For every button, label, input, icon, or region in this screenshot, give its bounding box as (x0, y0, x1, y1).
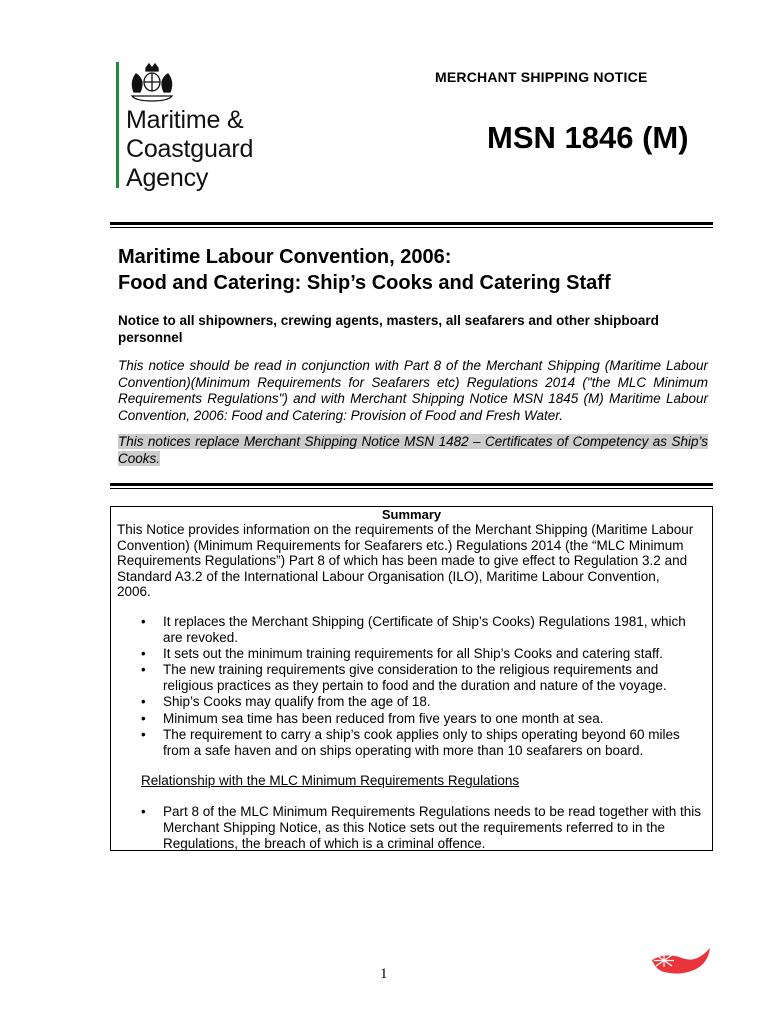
list-item-text: Ship’s Cooks may qualify from the age of 18. (163, 694, 431, 710)
list-item-text: The new training requirements give consideration to the religious requirements and religious practices as they pertain to food and the duration and nature of the voyage. (163, 662, 667, 694)
notice-number: MSN 1846 (M) (487, 120, 689, 155)
bullet-icon: • (141, 804, 146, 819)
agency-name-line: Agency (126, 164, 209, 192)
relationship-bullet-list (111, 804, 711, 851)
bullet-icon: • (141, 710, 146, 726)
summary-box (110, 506, 713, 851)
agency-name-line: Coastguard (126, 135, 254, 163)
bullet-icon: • (141, 727, 146, 743)
bullet-icon: • (141, 646, 146, 662)
list-item (111, 614, 711, 646)
list-item (111, 804, 711, 851)
list-item-text: The requirement to carry a ship’s cook applies only to ships operating beyond 60 miles from a safe haven and on ships operating with more than 10 seafarers on board. (163, 727, 680, 758)
list-item (111, 711, 711, 727)
summary-title: Summary (381, 507, 442, 522)
title-line: Maritime Labour Convention, 2006: (118, 246, 452, 268)
royal-crest-icon (126, 62, 178, 104)
agency-name-line: Maritime & (126, 106, 244, 134)
list-item-text: It sets out the minimum training requirements for all Ship’s Cooks and catering staff. (163, 646, 663, 662)
list-item (111, 662, 711, 694)
intro-paragraph: This notice should be read in conjunction with Part 8 of the Merchant Shipping (Maritime Labour Convention)(Minimum Requirements for Seafarers etc) Regulations 2014 ("the MLC Minimum Requirements Regulations") and with Merchant Shipping Notice MSN 1845 (M) Maritime Labour Convention, 2006: Food and Catering: Provision of Food and Fresh Water. (118, 358, 708, 423)
summary-bullet-list (111, 614, 711, 759)
bullet-icon: • (141, 614, 146, 629)
list-item-text: It replaces the Merchant Shipping (Certificate of Ship’s Cooks) Regulations 1981, which are revoked. (163, 614, 686, 645)
relationship-heading: Relationship with the MLC Minimum Requirements Regulations (141, 773, 520, 788)
list-item (111, 727, 711, 759)
replacement-text: This notices replace Merchant Shipping Notice MSN 1482 – Certificates of Competency as Ship’s Cooks. (118, 434, 708, 466)
replacement-notice (118, 434, 708, 467)
bullet-icon: • (141, 694, 146, 710)
list-item (111, 694, 711, 710)
page-title (118, 244, 611, 296)
red-ensign-flag-icon (650, 946, 712, 976)
section-divider (110, 483, 713, 489)
summary-paragraph: This Notice provides information on the requirements of the Merchant Shipping (Maritime Labour Convention) (Minimum Requirements for Seafarers etc.) Regulations 2014 (the “MLC Minimum Requirements Regulations”) Part 8 of which has been made to give effect to Regulation 3.2 and Standard A3.2 of the International Labour Organisation (ILO), Maritime Labour Convention, 2006. (117, 522, 694, 600)
list-item-text: Minimum sea time has been reduced from five years to one month at sea. (163, 710, 604, 726)
header-divider (110, 222, 713, 228)
bullet-icon: • (141, 662, 146, 678)
logo-accent-bar (116, 62, 119, 188)
list-item-text: Part 8 of the MLC Minimum Requirements Regulations needs to be read together with this Merchant Shipping Notice, as this Notice sets out the requirements referred to in the Regulations, the breach of which is a criminal offence. (163, 804, 702, 851)
notice-type: MERCHANT SHIPPING NOTICE (435, 69, 648, 85)
page-number: 1 (380, 966, 388, 982)
agency-name (126, 106, 253, 193)
list-item (111, 646, 711, 662)
audience-statement: Notice to all shipowners, crewing agents, masters, all seafarers and other shipboard personnel (118, 313, 659, 345)
title-line: Food and Catering: Ship’s Cooks and Catering Staff (118, 272, 611, 294)
